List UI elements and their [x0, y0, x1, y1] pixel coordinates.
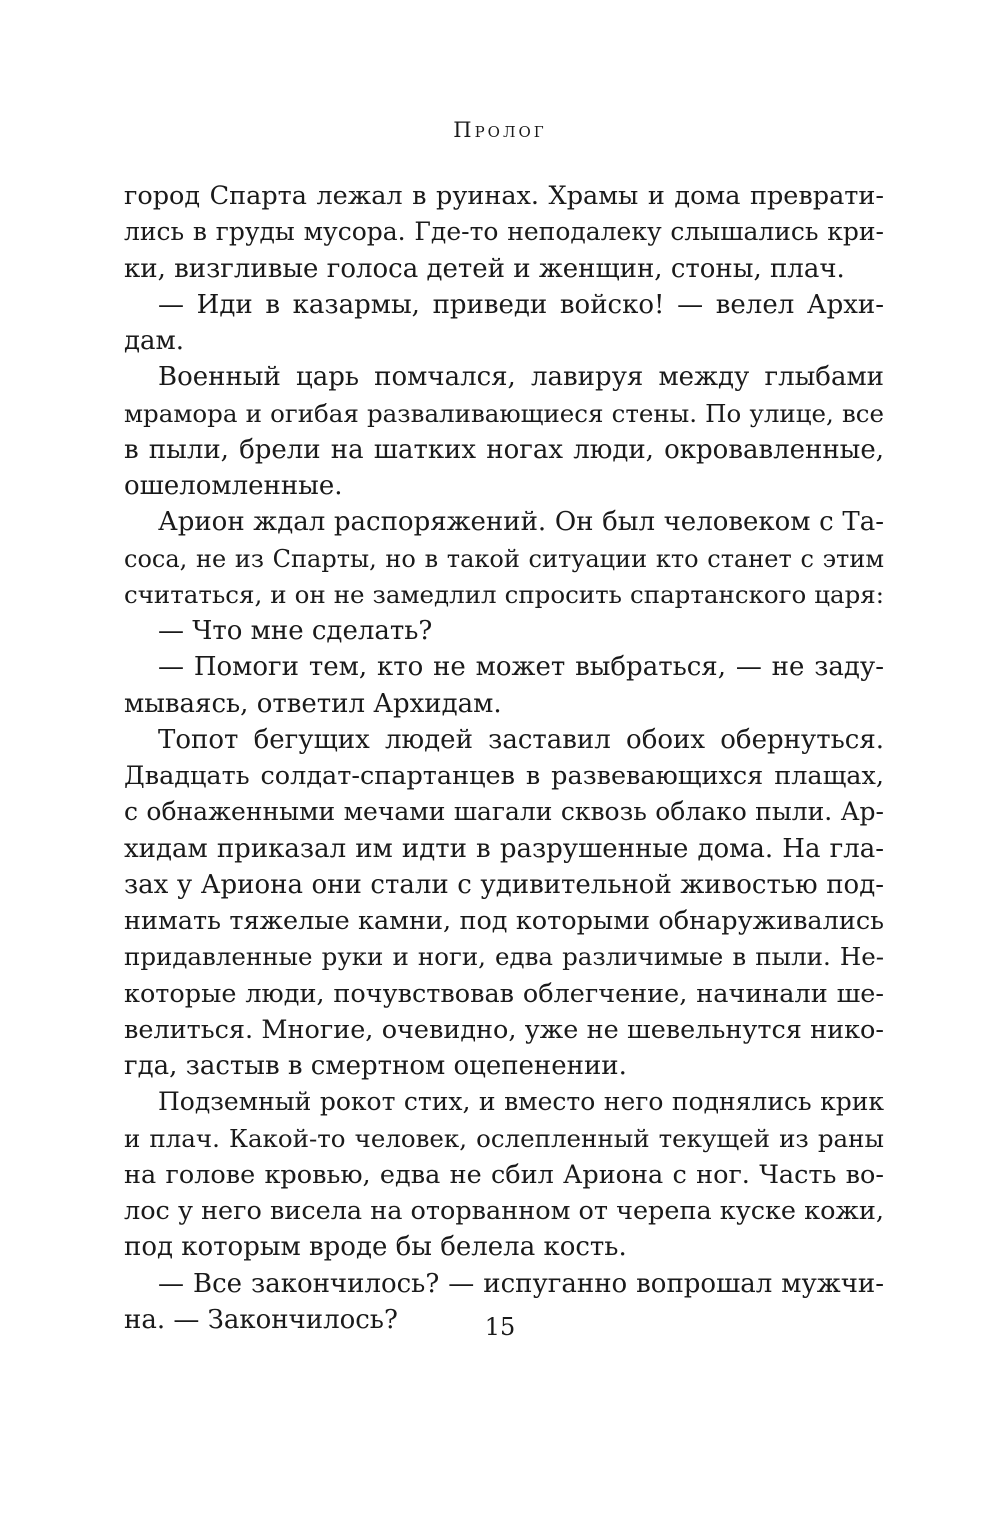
text-line: — Все закончилось? — испуганно вопрошал мужчи-: [158, 1268, 884, 1299]
text-line: в пыли, брели на шатких ногах люди, окровавленные,: [124, 434, 884, 465]
text-line: Двадцать солдат-спартанцев в развевающихся плащах,: [124, 761, 884, 791]
text-line: — Иди в казармы, приведи войско! — велел Архи-: [158, 289, 884, 320]
text-line: велиться. Многие, очевидно, уже не шевельнутся нико-: [124, 1014, 884, 1045]
text-line: дам.: [124, 326, 184, 356]
text-line: придавленные руки и ноги, едва различимые в пыли. Не-: [124, 942, 884, 972]
text-line: которые люди, почувствовав облегчение, начинали ше-: [124, 978, 884, 1009]
text-line: ошеломленные.: [124, 471, 343, 501]
text-line: считаться, и он не замедлил спросить спартанского царя:: [124, 579, 884, 609]
text-line: Военный царь помчался, лавируя между глыбами: [158, 362, 884, 393]
text-line: Подземный рокот стих, и вместо него поднялись крик: [158, 1087, 884, 1117]
body-text: [124, 178, 884, 1338]
text-line: — Помоги тем, кто не может выбраться, — не заду-: [158, 652, 884, 683]
text-line: с обнаженными мечами шагали сквозь облако пыли. Ар-: [124, 797, 884, 827]
text-line: мываясь, ответил Архидам.: [124, 688, 502, 719]
text-line: ки, визгливые голоса детей и женщин, стоны, плач.: [124, 253, 845, 284]
text-line: зах у Ариона они стали с удивительной живостью под-: [124, 869, 884, 900]
text-line: — Что мне сделать?: [158, 616, 433, 646]
text-line: хидам приказал им идти в разрушенные дома. На гла-: [124, 833, 884, 864]
text-line: на голове кровью, едва не сбил Ариона с ног. Часть во-: [124, 1159, 884, 1190]
page-number: 15: [484, 1313, 516, 1341]
text-line: город Спарта лежал в руинах. Храмы и дома преврати-: [124, 181, 884, 211]
text-line: на. — Закончилось?: [124, 1304, 398, 1335]
text-line: под которым вроде бы белела кость.: [124, 1232, 627, 1263]
text-line: соса, не из Спарты, но в такой ситуации кто станет с этим: [124, 544, 884, 573]
running-head: Пролог: [453, 118, 547, 142]
text-line: лись в груды мусора. Где-то неподалеку слышались кри-: [124, 217, 884, 247]
text-line: Топот бегущих людей заставил обоих обернуться.: [158, 724, 884, 755]
text-line: и плач. Какой-то человек, ослепленный текущей из раны: [124, 1123, 884, 1153]
text-line: нимать тяжелые камни, под которыми обнаруживались: [124, 906, 884, 936]
text-line: лос у него висела на оторванном от черепа куске кожи,: [124, 1196, 884, 1226]
text-line: Арион ждал распоряжений. Он был человеком с Та-: [158, 507, 884, 538]
text-line: гда, застыв в смертном оцепенении.: [124, 1051, 627, 1081]
text-line: мрамора и огибая разваливающиеся стены. По улице, все: [124, 398, 884, 428]
